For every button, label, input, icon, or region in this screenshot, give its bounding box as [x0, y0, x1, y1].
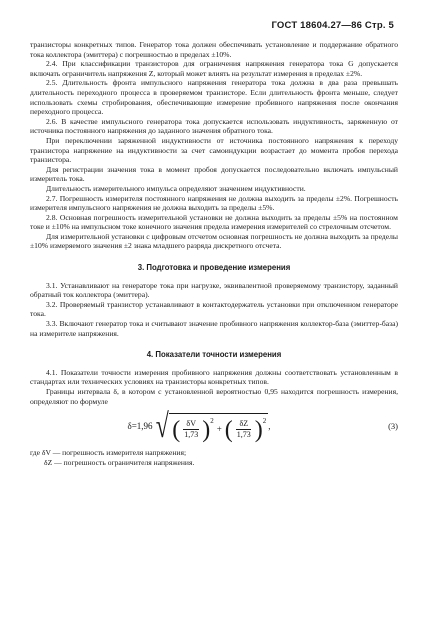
paragraph: 3.1. Устанавливают на генераторе тока при нагрузке, эквивалентной проверяемому транзистору, заданный обратный ток коллектора (эмиттера). — [30, 280, 398, 300]
paragraph: транзисторы конкретных типов. Генератор тока должен обеспечивать установление и поддержание обратного тока коллектора (эмиттера) с погрешностью в пределах ±10%. — [30, 40, 398, 59]
formula: δ=1,96 √ ( $\frac{\delta V}{1,73}$ ) 2 + ( $\frac{\delta Z}{1,73}$ ) 2 , (3) — [127, 408, 398, 446]
paragraph: 2.8. Основная погрешность измерительной установки не должна выходить за пределы ±5% на постоянном токе и ±10% на импульсном токе конечного значения предела измерения измерителей со стрелочным отсчетом. — [30, 212, 398, 232]
equation-number: (3) — [388, 421, 398, 432]
paragraph: 2.4. При классификации транзисторов для ограничения напряжения генератора тока G допускается включать ограничитель напряжения Z, который может влиять на результат измерения в пределах ±2%. — [30, 59, 398, 78]
paragraph: Границы интервала δ, в котором с установленной вероятностью 0,95 находится погрешность измерения, определяют по формуле — [30, 387, 398, 406]
fraction: $\frac{\delta V}{1,73}$ — [184, 419, 199, 440]
paragraph: 4.1. Показатели точности измерения пробивного напряжения должны соответствовать установленным в стандартах или технических условиях на транзисторы конкретных типов. — [30, 367, 398, 387]
paragraph: 2.6. В качестве импульсного генератора тока допускается использовать индуктивность, заряженную от источника постоянного напряжения до заданного значения обратного тока. — [30, 116, 398, 136]
page-header: ГОСТ 18604.27—86 Стр. 5 — [271, 20, 394, 31]
fraction: $\frac{\delta Z}{1,73}$ — [236, 419, 251, 440]
paragraph: 2.5. Длительность фронта импульсного напряжения генератора тока должна в два раза превышать длительность переходного процесса в проверяемом транзисторе. Если длительность фронта меньше, следует использовать схемы стробирования, обеспечивающие измерение пробивного напряжения после окончания переходного процесса. — [30, 78, 398, 117]
paragraph: Для измерительной установки с цифровым отсчетом основная погрешность не должна выходить за пределы ±10% измеряемого значения ±2 знака младшего разряда дискретного отсчета. — [30, 231, 398, 251]
radical-sign-icon: √ — [155, 408, 169, 446]
section-heading: 3. Подготовка и проведение измерения — [137, 263, 291, 273]
paragraph: 2.7. Погрешность измерителя постоянного напряжения не должна выходить за пределы ±2%. Погрешность измерителя импульсного напряжения не должна выходить за пределы ±5%. — [30, 193, 398, 213]
square-root: √ ( $\frac{\delta V}{1,73}$ ) 2 + ( $\frac{\delta Z}{1,73}$ ) 2 — [155, 408, 267, 446]
paragraph: При переключении заряженной индуктивности от источника постоянного напряжения к переходу транзистора напряжение на индуктивности за счет самоиндукции возрастает до момента пробоя перехода транзистора. — [30, 135, 398, 165]
paragraph: 3.3. Включают генератор тока и считывают значение пробивного напряжения коллектор-база (эмиттер-база) на измерителе напряжения. — [30, 319, 398, 338]
paragraph: Длительность измерительного импульса определяют значением индуктивности. — [46, 183, 306, 193]
paragraph: 3.2. Проверяемый транзистор устанавливают в контактодержатель установки при отключенном генераторе тока. — [30, 299, 398, 319]
formula-lhs: δ=1,96 — [127, 421, 153, 432]
paragraph: Для регистрации значения тока в момент пробоя допускается последовательно включать импульсный измеритель тока. — [30, 164, 398, 184]
definitions — [30, 448, 398, 467]
document-body — [30, 40, 398, 467]
definition-line: где δV — погрешность измерителя напряжения; — [30, 448, 187, 458]
definition-line: δZ — погрешность ограничителя напряжения. — [44, 457, 195, 467]
section-heading: 4. Показатели точности измерения — [146, 350, 282, 360]
